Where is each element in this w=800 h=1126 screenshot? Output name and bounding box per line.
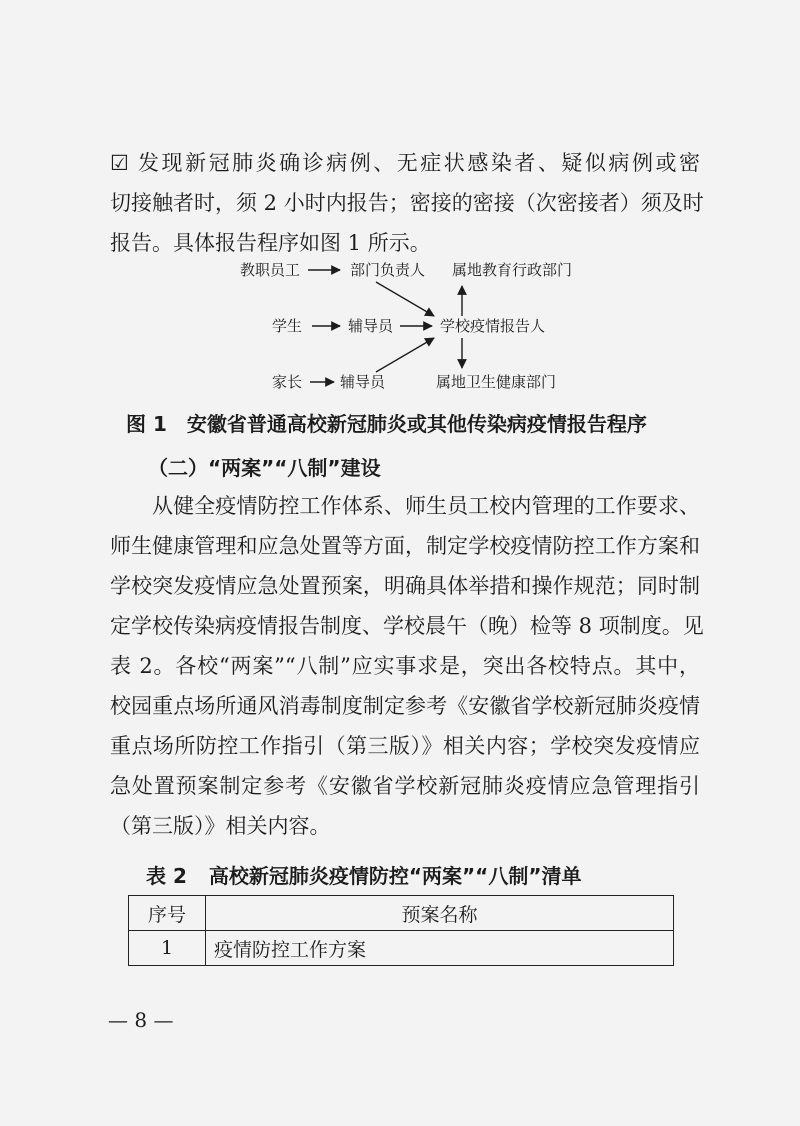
node-reporter: 学校疫情报告人 — [440, 317, 546, 335]
text-line: 校园重点场所通风消毒制度制定参考《安徽省学校新冠肺炎疫情 — [110, 694, 700, 718]
plans-table — [128, 895, 674, 966]
cell-plan-name: 疫情防控工作方案 — [206, 931, 674, 966]
section-heading: （二）“两案”“八制”建设 — [148, 456, 381, 480]
text-line: ☑ 发现新冠肺炎确诊病例、无症状感染者、疑似病例或密 — [110, 151, 700, 175]
table-number: 表 2 — [146, 864, 187, 888]
table-caption — [146, 860, 581, 889]
table-title: 高校新冠肺炎疫情防控“两案”“八制”清单 — [208, 864, 582, 888]
text-line: 师生健康管理和应急处置等方面，制定学校疫情防控工作方案和 — [110, 534, 700, 558]
cell-index: 1 — [129, 931, 206, 966]
arrow-depthead-to-reporter — [376, 282, 434, 316]
report-flowchart — [0, 0, 800, 400]
text-line: 学校突发疫情应急处置预案，明确具体举措和操作规范；同时制 — [110, 574, 700, 598]
node-counselor-2: 辅导员 — [340, 373, 386, 391]
text-line: 定学校传染病疫情报告制度、学校晨午（晚）检等 8 项制度。见 — [110, 614, 704, 638]
figure-number: 图 1 — [126, 412, 167, 436]
arrow-counselor2-to-reporter — [376, 338, 434, 372]
figure-caption — [126, 408, 686, 437]
header-index: 序号 — [129, 896, 206, 931]
table-row — [129, 931, 674, 966]
text-line: 切接触者时，须 2 小时内报告；密接的密接（次密接者）须及时 — [110, 191, 704, 215]
text-line: 重点场所防控工作指引（第三版）》相关内容；学校突发疫情应 — [110, 734, 700, 758]
node-student: 学生 — [272, 317, 303, 335]
text-line: （第三版）》相关内容。 — [110, 814, 331, 838]
page-number: — 8 — — [108, 1008, 174, 1032]
table-header-row — [129, 896, 674, 931]
paragraph-two-plans-eight-systems — [110, 486, 704, 846]
node-dept-head: 部门负责人 — [350, 261, 426, 279]
header-plan-name: 预案名称 — [206, 896, 674, 931]
node-parent: 家长 — [272, 373, 303, 391]
node-edu-dept: 属地教育行政部门 — [452, 261, 573, 279]
text-line: 从健全疫情防控工作体系、师生员工校内管理的工作要求、 — [152, 494, 700, 518]
node-counselor-1: 辅导员 — [348, 317, 394, 335]
figure-caption-text: 安徽省普通高校新冠肺炎或其他传染病疫情报告程序 — [186, 412, 647, 436]
node-staff: 教职员工 — [240, 261, 301, 279]
text-line: 急处置预案制定参考《安徽省学校新冠肺炎疫情应急管理指引 — [110, 774, 700, 798]
node-health-dept: 属地卫生健康部门 — [436, 373, 557, 391]
text-line: 表 2。各校“两案”“八制”应实事求是，突出各校特点。其中， — [110, 654, 700, 678]
text-line: 报告。具体报告程序如图 1 所示。 — [110, 231, 431, 255]
